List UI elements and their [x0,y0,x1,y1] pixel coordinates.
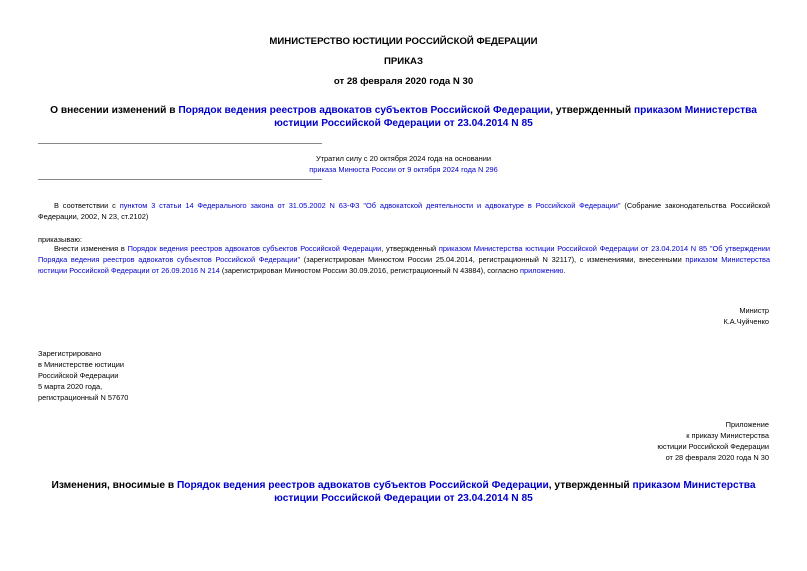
appendix-link[interactable]: приложению [520,266,564,276]
expiry-link[interactable]: приказа Минюста России от 9 октября 2024 года N 296 [309,165,498,174]
ministry-heading: МИНИСТЕРСТВО ЮСТИЦИИ РОССИЙСКОЙ ФЕДЕРАЦИИ [269,36,538,47]
main-paragraph [38,243,770,277]
signature-position: Министр [739,306,769,315]
signature-block [723,305,769,327]
main-text-d: (зарегистрирован Минюстом России 30.09.2016, регистрационный N 43884), согласно [219,266,520,276]
registration-line: Зарегистрировано [38,349,102,358]
signature-name: К.А.Чуйченко [723,317,769,326]
preamble-suffix: (Собрание законодательства Российской Федерации, 2002, N 23, ст.2102) [38,201,770,222]
title-prefix: О внесении изменений в [50,105,179,116]
doc-type-heading: ПРИКАЗ [384,56,423,67]
title-link-order[interactable]: приказом Министерства юстиции Российской Федерации от 23.04.2014 N 85 [274,105,757,129]
preamble-prefix: В соответствии с [54,201,120,210]
divider-top [38,143,322,144]
appendix-line: от 28 февраля 2020 года N 30 [665,453,769,462]
order-85-link[interactable]: приказом Министерства юстиции Российской Федерации от 23.04.2014 N 85 "Об утверждении Порядка ведения реестров адвокатов субъектов Российской Федерации" [38,244,771,265]
appendix-title-prefix: Изменения, вносимые в [51,480,177,491]
appendix-title-middle: , утвержденный [548,480,633,491]
appendix-line: к приказу Министерства [686,431,769,440]
main-text-c: (зарегистрирован Минюстом России 25.04.2014, регистрационный N 32117), с изменениями, внесенными [300,255,686,265]
title-link-procedure[interactable]: Порядок ведения реестров адвокатов субъектов Российской Федерации [178,105,551,116]
registration-line: Российской Федерации [38,371,119,380]
registration-line: регистрационный N 57670 [38,393,129,402]
expiry-note [0,153,807,175]
doc-date-heading: от 28 февраля 2020 года N 30 [333,76,474,87]
procedure-link[interactable]: Порядок ведения реестров адвокатов субъектов Российской Федерации [127,244,382,253]
title-middle: , утвержденный [550,105,634,116]
order-214-link[interactable]: приказом Министерства юстиции Российской Федерации от 26.09.2016 N 214 [38,255,770,276]
appendix-title-link-order[interactable]: приказом Министерства юстиции Российской Федерации от 23.04.2014 N 85 [274,480,756,504]
appendix-block [657,419,769,463]
preamble-paragraph [38,200,770,222]
appendix-line: юстиции Российской Федерации [657,442,769,451]
appendix-line: Приложение [725,420,769,429]
federal-law-link[interactable]: пунктом 3 статьи 14 Федерального закона от 31.05.2002 N 63-ФЗ "Об адвокатской деятельности и адвокатуре в Российской Федерации" [119,201,621,210]
appendix-title [40,479,767,505]
registration-line: 5 марта 2020 года, [38,382,103,391]
main-text-b: , утвержденный [381,244,439,253]
main-text-e: . [563,266,566,276]
order-word: приказываю: [38,235,82,244]
divider-bottom [38,179,322,180]
main-text-a: Внести изменения в [54,244,128,253]
expiry-line: Утратил силу с 20 октября 2024 года на основании [315,154,492,163]
registration-block [38,348,128,403]
registration-line: в Министерстве юстиции [38,360,125,369]
appendix-title-link-procedure[interactable]: Порядок ведения реестров адвокатов субъектов Российской Федерации [176,480,549,491]
document-title [40,104,767,130]
